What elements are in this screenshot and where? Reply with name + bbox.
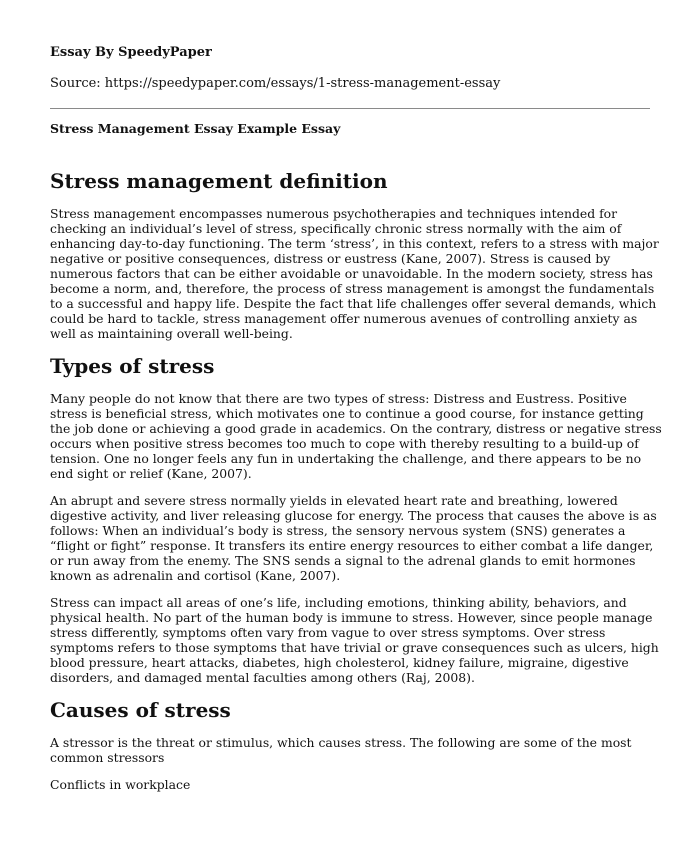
section-heading: Types of stress [50,354,215,378]
paragraph: Many people do not know that there are two types of stress: Distress and Eustress. Positive stress is beneficial stress, which motivates one to continue a good course, for instance getting the job done or achieving a good grade in academics. On the contrary, distress or negative stress occurs when positive stress becomes too much to cope with thereby resulting to a build-up of tension. One no longer feels any fun in undertaking the challenge, and there appears to be no end sight or relief (Kane, 2007). [50,391,662,481]
section-stress-management-definition [50,168,662,341]
paragraph: Stress management encompasses numerous psychotherapies and techniques intended for checking an individual’s level of stress, specifically chronic stress normally with the aim of enhancing day-to-day functioning. The term ‘stress’, in this context, refers to a stress with major negative or positive consequences, distress or eustress (Kane, 2007). Stress is caused by numerous factors that can be either avoidable or unavoidable. In the modern society, stress has become a norm, and, therefore, the process of stress management is amongst the fundamentals to a successful and happy life. Despite the fact that life challenges offer several demands, which could be hard to tackle, stress management offer numerous avenues of controlling anxiety as well as maintaining overall well-being. [50,206,659,341]
section-heading: Causes of stress [50,698,231,722]
paragraph: An abrupt and severe stress normally yields in elevated heart rate and breathing, lowered digestive activity, and liver releasing glucose for energy. The process that causes the above is as follows: When an individual’s body is stress, the sensory nervous system (SNS) generates a “flight or fight” response. It transfers its entire energy resources to either combat a life danger, or run away from the enemy. The SNS sends a signal to the adrenal glands to emit hormones known as adrenalin and cortisol (Kane, 2007). [50,493,657,583]
section-causes-of-stress [50,697,662,792]
list-item: Conflicts in workplace [50,777,191,792]
section-heading: Stress management definition [50,169,388,193]
brand-title: Essay By SpeedyPaper [50,45,212,60]
paragraph: Stress can impact all areas of one’s life, including emotions, thinking ability, behaviors, and physical health. No part of the human body is immune to stress. However, since people manage stress differently, symptoms often vary from vague to over stress symptoms. Over stress symptoms refers to those symptoms that have trivial or grave consequences such as ulcers, high blood pressure, heart attacks, diabetes, high cholesterol, kidney failure, migraine, digestive disorders, and damaged mental faculties among others (Raj, 2008). [50,595,659,685]
essay-body [50,168,662,804]
source-line: Source: https://speedypaper.com/essays/1-stress-management-essay [50,76,501,91]
paragraph: A stressor is the threat or stimulus, which causes stress. The following are some of the most common stressors [50,735,632,765]
section-types-of-stress [50,353,662,685]
document-title: Stress Management Essay Example Essay [50,121,341,136]
header-divider [50,108,650,109]
